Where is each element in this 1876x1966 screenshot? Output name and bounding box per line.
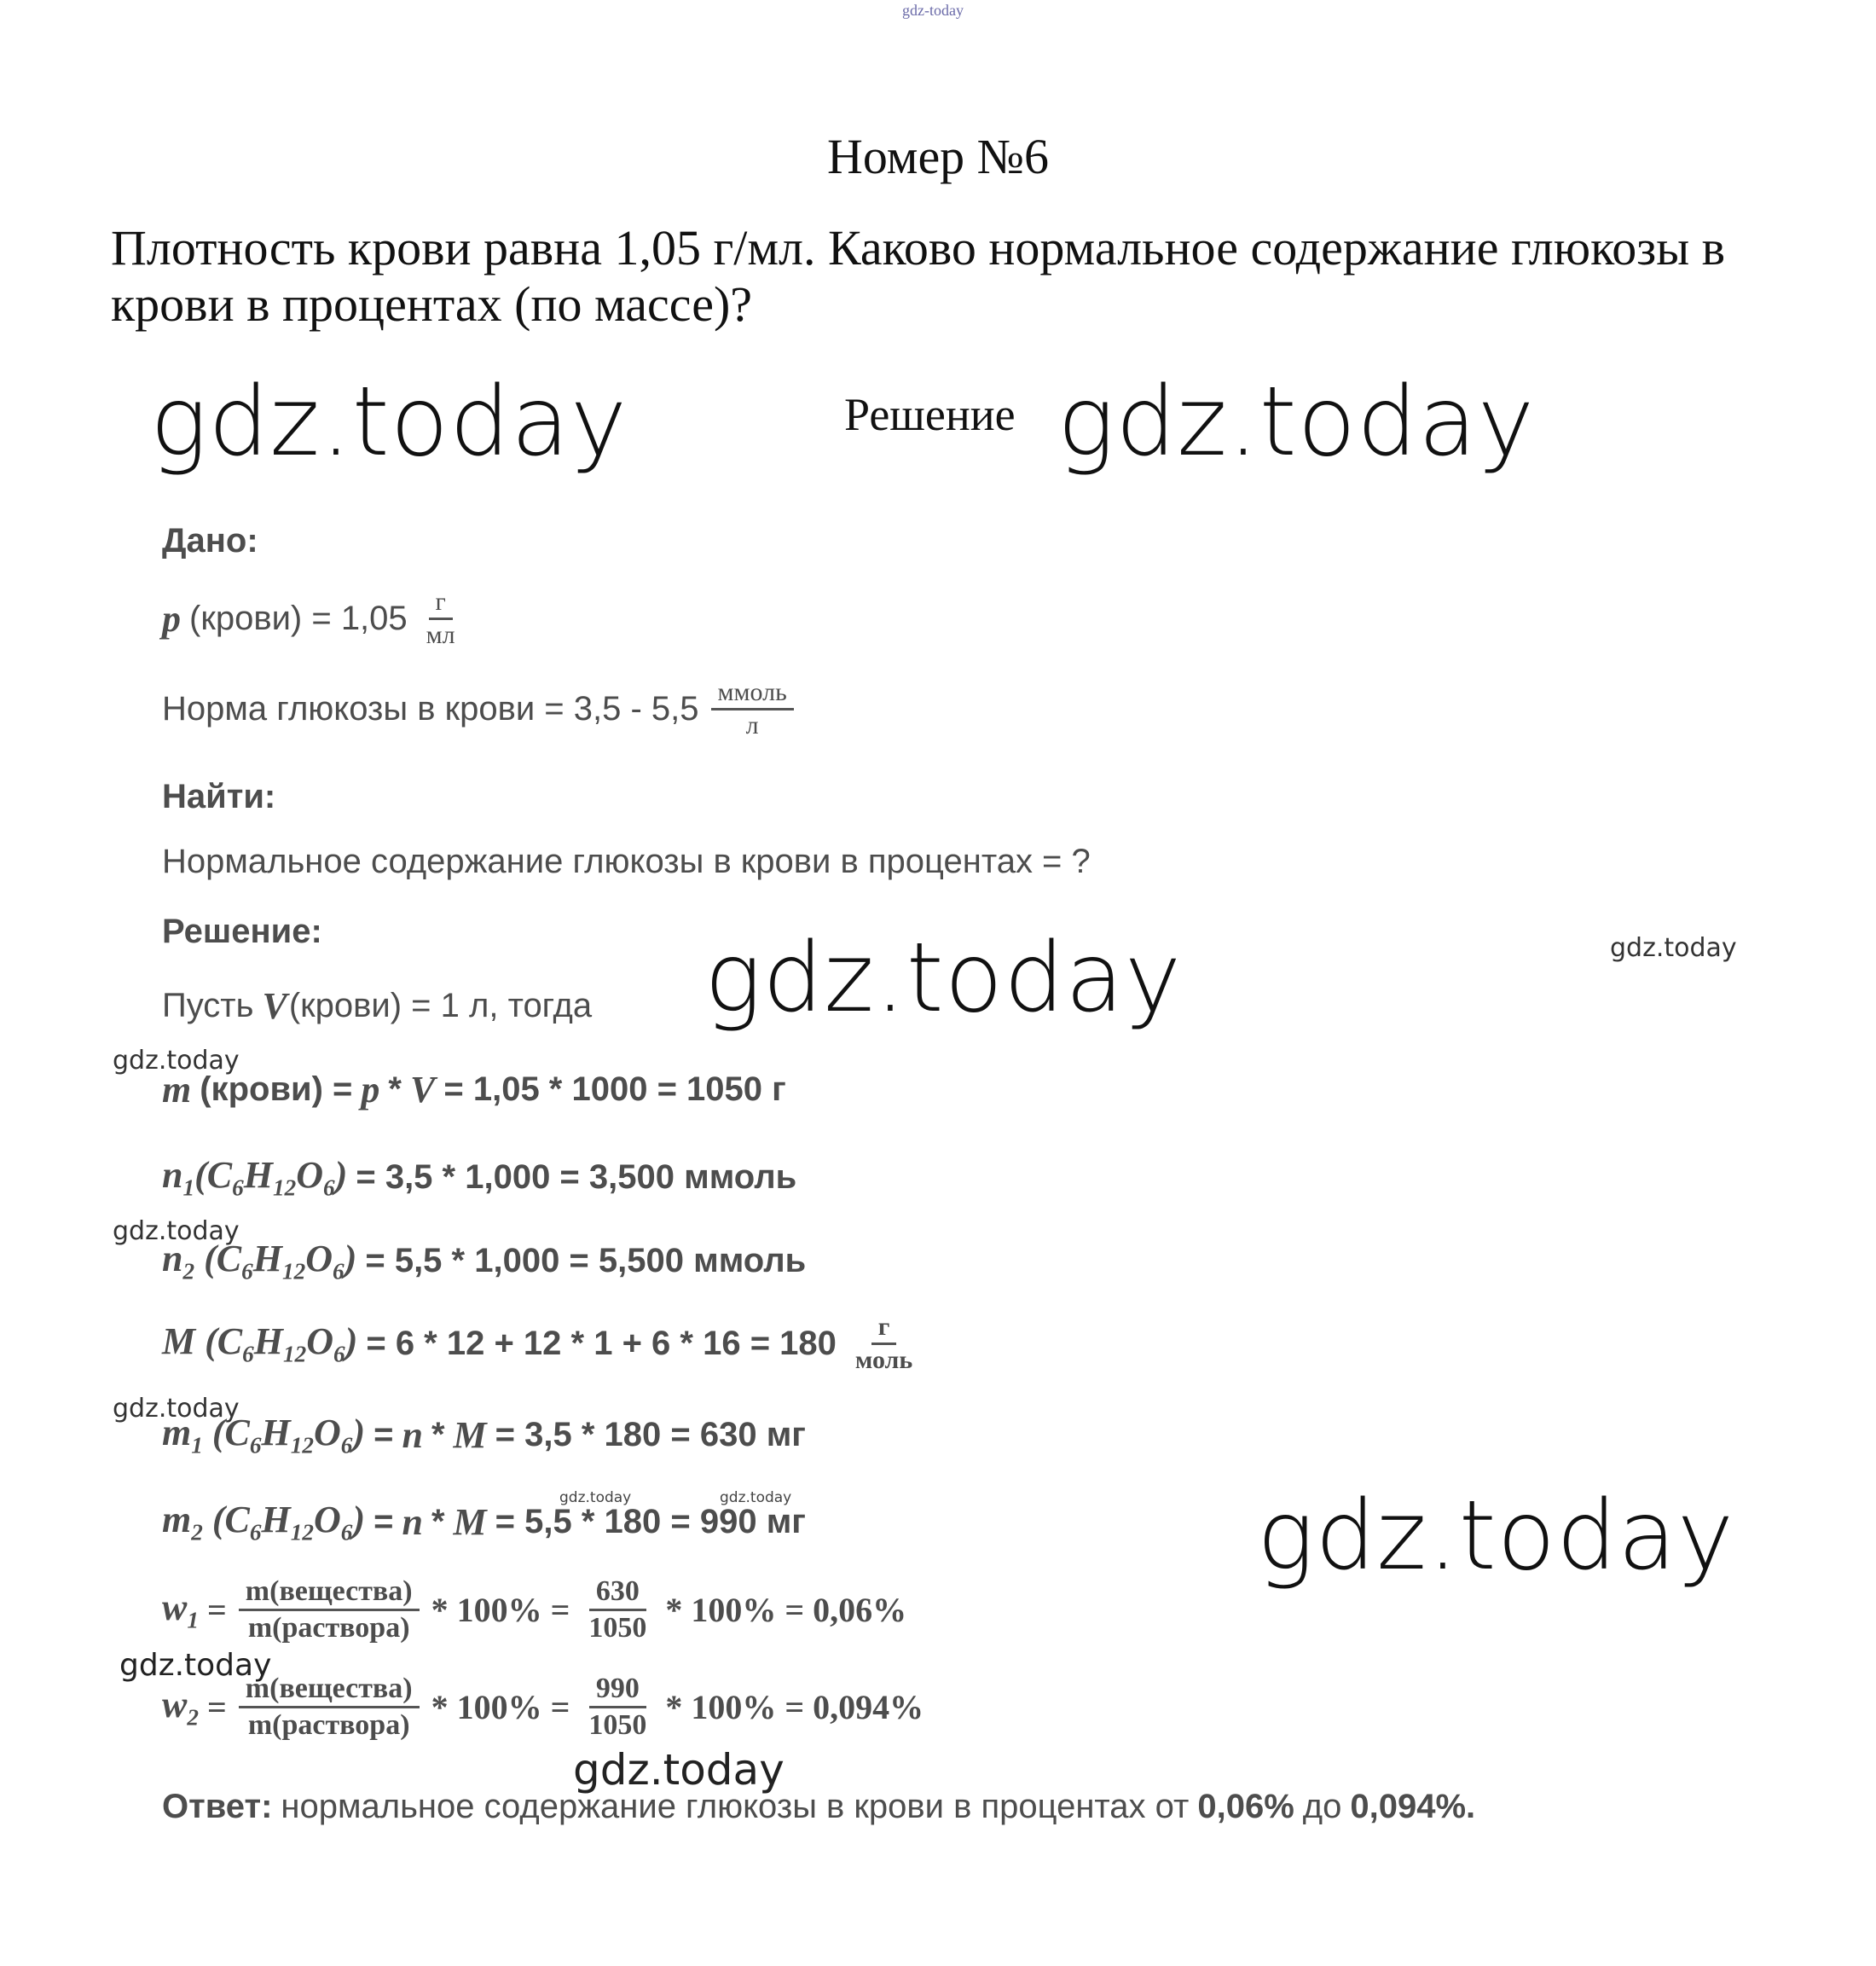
m1-result: = 3,5 * 180 = 630 мг xyxy=(495,1415,806,1453)
fraction-denominator: m(раствора) xyxy=(247,1708,410,1741)
norm-unit-fraction xyxy=(711,679,794,739)
m2-result: = 5,5 * 180 = 990 мг xyxy=(495,1502,806,1540)
solution-heading: Решение xyxy=(844,389,1016,440)
solution-label: Решение: xyxy=(162,913,322,950)
n1-formula: $n_1(C_6H_{12}O_6)$ xyxy=(162,1154,348,1201)
molar-symbol: M xyxy=(453,1413,487,1456)
density-symbol: p xyxy=(361,1069,380,1111)
page-title: Номер №6 xyxy=(826,129,1050,184)
w2-line xyxy=(162,1673,924,1740)
m2-line xyxy=(162,1498,806,1546)
amount-symbol: n xyxy=(402,1413,423,1456)
fraction-denominator: л xyxy=(745,710,759,739)
w1-value-fraction xyxy=(582,1576,653,1643)
w1-main-fraction xyxy=(239,1576,420,1643)
w2-main-fraction xyxy=(239,1673,420,1740)
given-density xyxy=(162,589,466,648)
n2-formula: $n_2$ $(C_6H_{12}O_6)$ xyxy=(162,1238,357,1285)
fraction-denominator: 1050 xyxy=(588,1708,647,1741)
find-text: Нормальное содержание глюкозы в крови в процентах = ? xyxy=(162,843,1091,880)
problem-statement: Плотность крови равна 1,05 г/мл. Каково нормальное содержание глюкозы в крови в процентах (по массе)? xyxy=(111,220,1726,332)
watermark-top: gdz-today xyxy=(902,2,964,19)
times-sign: * xyxy=(431,1502,445,1540)
density-symbol: p xyxy=(162,597,181,640)
equals-sign: = xyxy=(373,1502,394,1540)
given-glucose-norm xyxy=(162,679,797,739)
let-volume xyxy=(162,984,592,1028)
fraction-numerator: m(вещества) xyxy=(239,1576,420,1611)
watermark-small: gdz.today xyxy=(113,1394,240,1424)
watermark-medium: gdz.today xyxy=(119,1648,272,1683)
w1-result: * 100% = 0,06% xyxy=(665,1590,907,1629)
fraction-numerator: m(вещества) xyxy=(239,1673,420,1708)
w2-mid: * 100% = xyxy=(431,1687,570,1726)
n2-result: = 5,5 * 1,000 = 5,500 ммоль xyxy=(365,1241,807,1279)
find-label: Найти: xyxy=(162,778,276,815)
n1-result: = 3,5 * 1,000 = 3,500 ммоль xyxy=(356,1157,797,1196)
answer-value-max: 0,094%. xyxy=(1350,1788,1476,1825)
watermark-large: gdz.today xyxy=(1057,367,1536,478)
mass-symbol: m xyxy=(162,1069,192,1111)
w2-symbol: $w_2$ xyxy=(162,1683,199,1731)
fraction-numerator: г xyxy=(871,1314,897,1345)
fraction-denominator: m(раствора) xyxy=(247,1611,410,1644)
watermark-small: gdz.today xyxy=(113,1046,240,1076)
density-text: (крови) = 1,05 xyxy=(189,599,408,637)
m1-formula: $m_1$ $(C_6H_{12}O_6)$ xyxy=(162,1412,366,1459)
let-pre: Пусть xyxy=(162,987,254,1024)
m2-formula: $m_2$ $(C_6H_{12}O_6)$ xyxy=(162,1499,366,1546)
mass-mid: (крови) = xyxy=(200,1070,353,1108)
watermark-tiny: gdz.today xyxy=(720,1489,792,1506)
watermark-large: gdz.today xyxy=(1257,1481,1735,1592)
molar-unit-fraction xyxy=(848,1314,919,1373)
watermark-small: gdz.today xyxy=(113,1216,240,1246)
fraction-numerator: г xyxy=(429,589,453,620)
watermark-tiny: gdz.today xyxy=(559,1489,632,1506)
equals-sign: = xyxy=(373,1415,394,1453)
volume-symbol: V xyxy=(262,985,287,1027)
fraction-numerator: 990 xyxy=(589,1673,646,1708)
density-unit-fraction xyxy=(420,589,462,648)
given-label: Дано: xyxy=(162,522,258,560)
answer-line xyxy=(162,1788,1475,1826)
n1-line xyxy=(162,1153,796,1202)
molar-formula: M $(C_6H_{12}O_6)$ xyxy=(162,1319,358,1367)
w1-mid: * 100% = xyxy=(431,1590,570,1629)
w1-symbol: $w_1$ xyxy=(162,1586,199,1633)
times-sign: * xyxy=(431,1415,445,1453)
watermark-large: gdz.today xyxy=(704,923,1183,1034)
equals-sign: = xyxy=(207,1687,227,1726)
norm-text: Норма глюкозы в крови = 3,5 - 5,5 xyxy=(162,689,699,728)
w2-value-fraction xyxy=(582,1673,653,1740)
answer-mid: до xyxy=(1302,1788,1342,1825)
n2-line xyxy=(162,1237,806,1285)
watermark-medium: gdz.today xyxy=(573,1745,785,1795)
fraction-numerator: 630 xyxy=(589,1576,646,1611)
answer-text: нормальное содержание глюкозы в крови в процентах от xyxy=(281,1788,1190,1825)
let-post: (крови) = 1 л, тогда xyxy=(288,987,593,1024)
fraction-denominator: мл xyxy=(426,620,455,649)
equals-sign: = xyxy=(207,1590,227,1629)
blood-mass-line xyxy=(162,1068,786,1111)
answer-label: Ответ: xyxy=(162,1788,273,1825)
amount-symbol: n xyxy=(402,1500,423,1543)
fraction-denominator: 1050 xyxy=(588,1611,647,1644)
fraction-numerator: ммоль xyxy=(711,679,794,710)
watermark-large: gdz.today xyxy=(150,367,628,478)
volume-symbol: V xyxy=(410,1069,436,1111)
m1-line xyxy=(162,1411,806,1459)
fraction-denominator: моль xyxy=(854,1345,913,1374)
mass-result: = 1,05 * 1000 = 1050 г xyxy=(443,1070,786,1108)
w1-line xyxy=(162,1576,906,1643)
answer-value-min: 0,06% xyxy=(1197,1788,1294,1825)
molar-result: = 6 * 12 + 12 * 1 + 6 * 16 = 180 xyxy=(366,1324,837,1362)
watermark-small: gdz.today xyxy=(1610,933,1737,963)
w2-result: * 100% = 0,094% xyxy=(665,1687,924,1726)
times-sign: * xyxy=(388,1070,402,1108)
molar-symbol: M xyxy=(453,1500,487,1543)
molar-mass-line xyxy=(162,1314,923,1373)
